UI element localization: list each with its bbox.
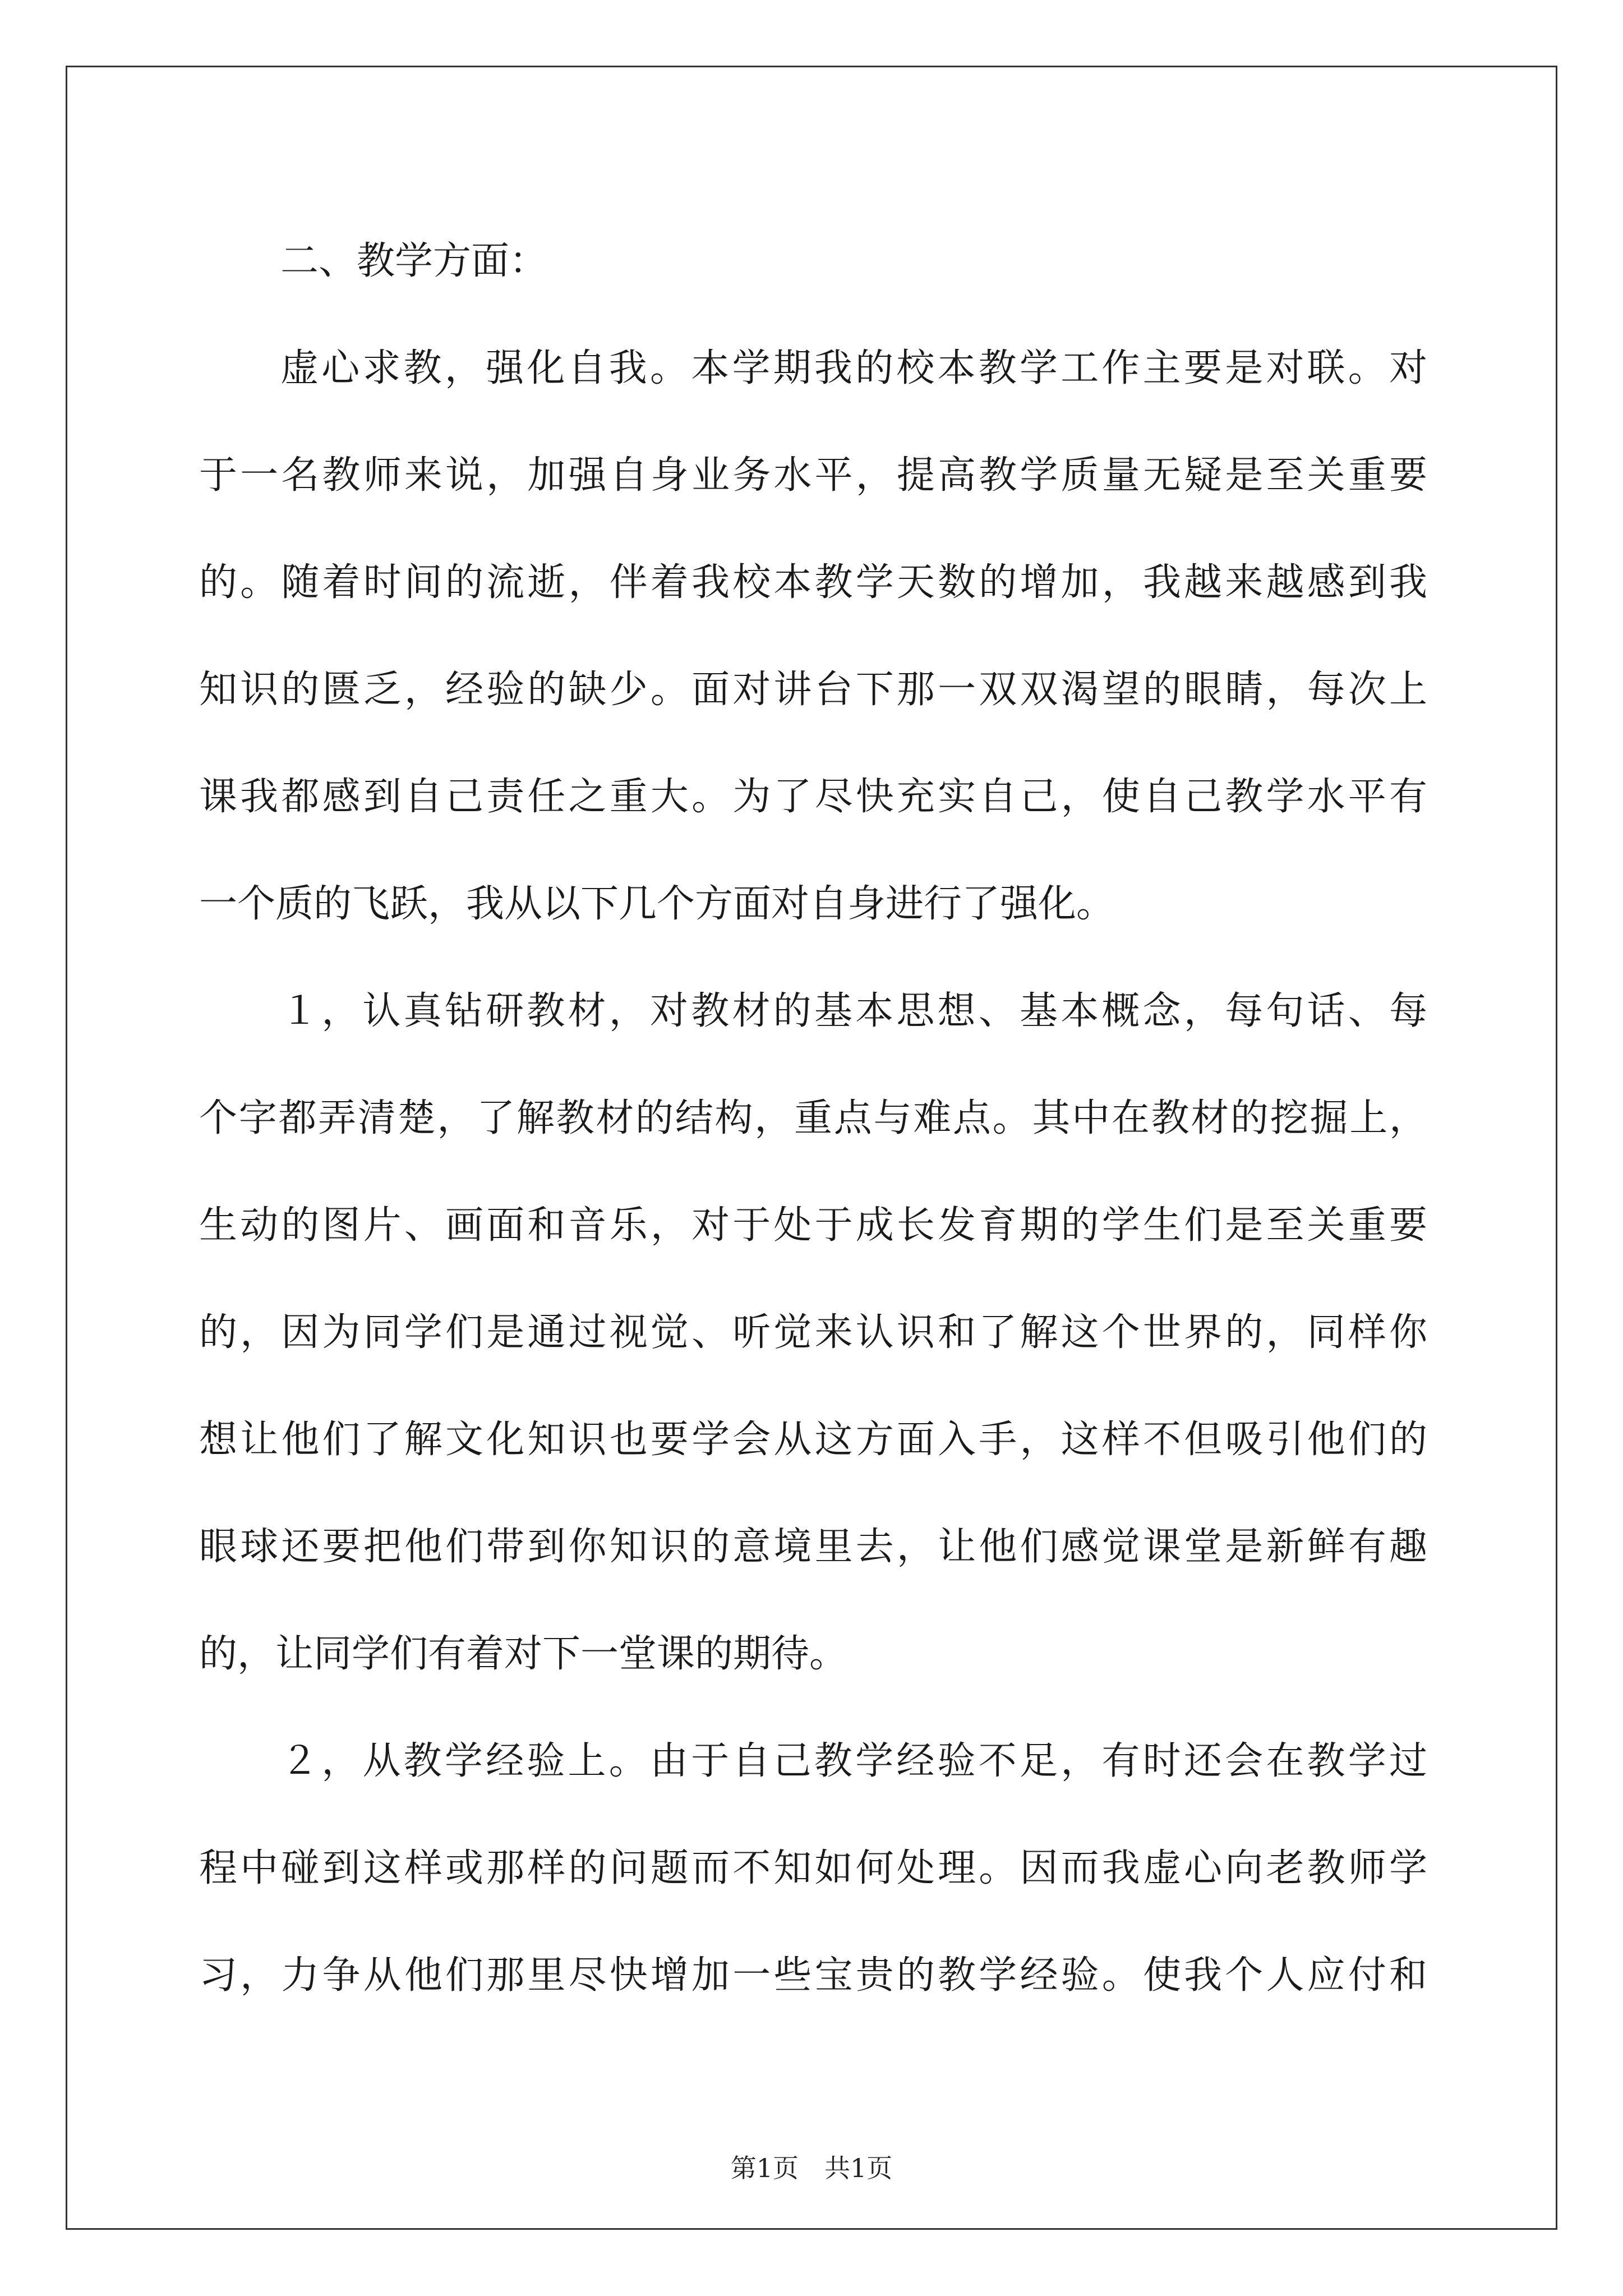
paragraph-line: 虚心求教，强化自我。本学期我的校本教学工作主要是对联。对 — [280, 346, 1427, 390]
paragraph-line: 课我都感到自己责任之重大。为了尽快充实自己，使自己教学水平有 — [199, 775, 1427, 819]
paragraph-line: 想让他们了解文化知识也要学会从这方面入手，这样不但吸引他们的 — [199, 1418, 1427, 1462]
paragraph-line: 一个质的飞跃，我从以下几个方面对自身进行了强化。 — [199, 882, 1115, 926]
document-body — [199, 208, 1427, 2029]
paragraph-line: 眼球还要把他们带到你知识的意境里去，让他们感觉课堂是新鲜有趣 — [199, 1525, 1427, 1569]
paragraph-line: 知识的匮乏，经验的缺少。面对讲台下那一双双渴望的眼睛，每次上 — [199, 668, 1427, 712]
paragraph-line: 程中碰到这样或那样的问题而不知如何处理。因而我虚心向老教师学 — [199, 1846, 1427, 1890]
paragraph-line: １，认真钻研教材，对教材的基本思想、基本概念，每句话、每 — [280, 989, 1427, 1033]
page-number-footer: 第1页 共1页 — [730, 2153, 893, 2183]
paragraph-line: ２，从教学经验上。由于自己教学经验不足，有时还会在教学过 — [280, 1739, 1427, 1783]
paragraph-line: 个字都弄清楚，了解教材的结构，重点与难点。其中在教材的挖掘上， — [199, 1096, 1427, 1140]
section-heading: 二、教学方面： — [280, 239, 548, 283]
paragraph-line: 的，因为同学们是通过视觉、听觉来认识和了解这个世界的，同样你 — [199, 1310, 1427, 1355]
paragraph-line: 习，力争从他们那里尽快增加一些宝贵的教学经验。使我个人应付和 — [199, 1953, 1427, 1998]
paragraph-line: 于一名教师来说，加强自身业务水平，提高教学质量无疑是至关重要 — [199, 453, 1427, 498]
paragraph-line: 的。随着时间的流逝，伴着我校本教学天数的增加，我越来越感到我 — [199, 560, 1427, 605]
paragraph-line: 的，让同学们有着对下一堂课的期待。 — [199, 1632, 848, 1676]
paragraph-line: 生动的图片、画面和音乐，对于处于成长发育期的学生们是至关重要 — [199, 1203, 1427, 1248]
